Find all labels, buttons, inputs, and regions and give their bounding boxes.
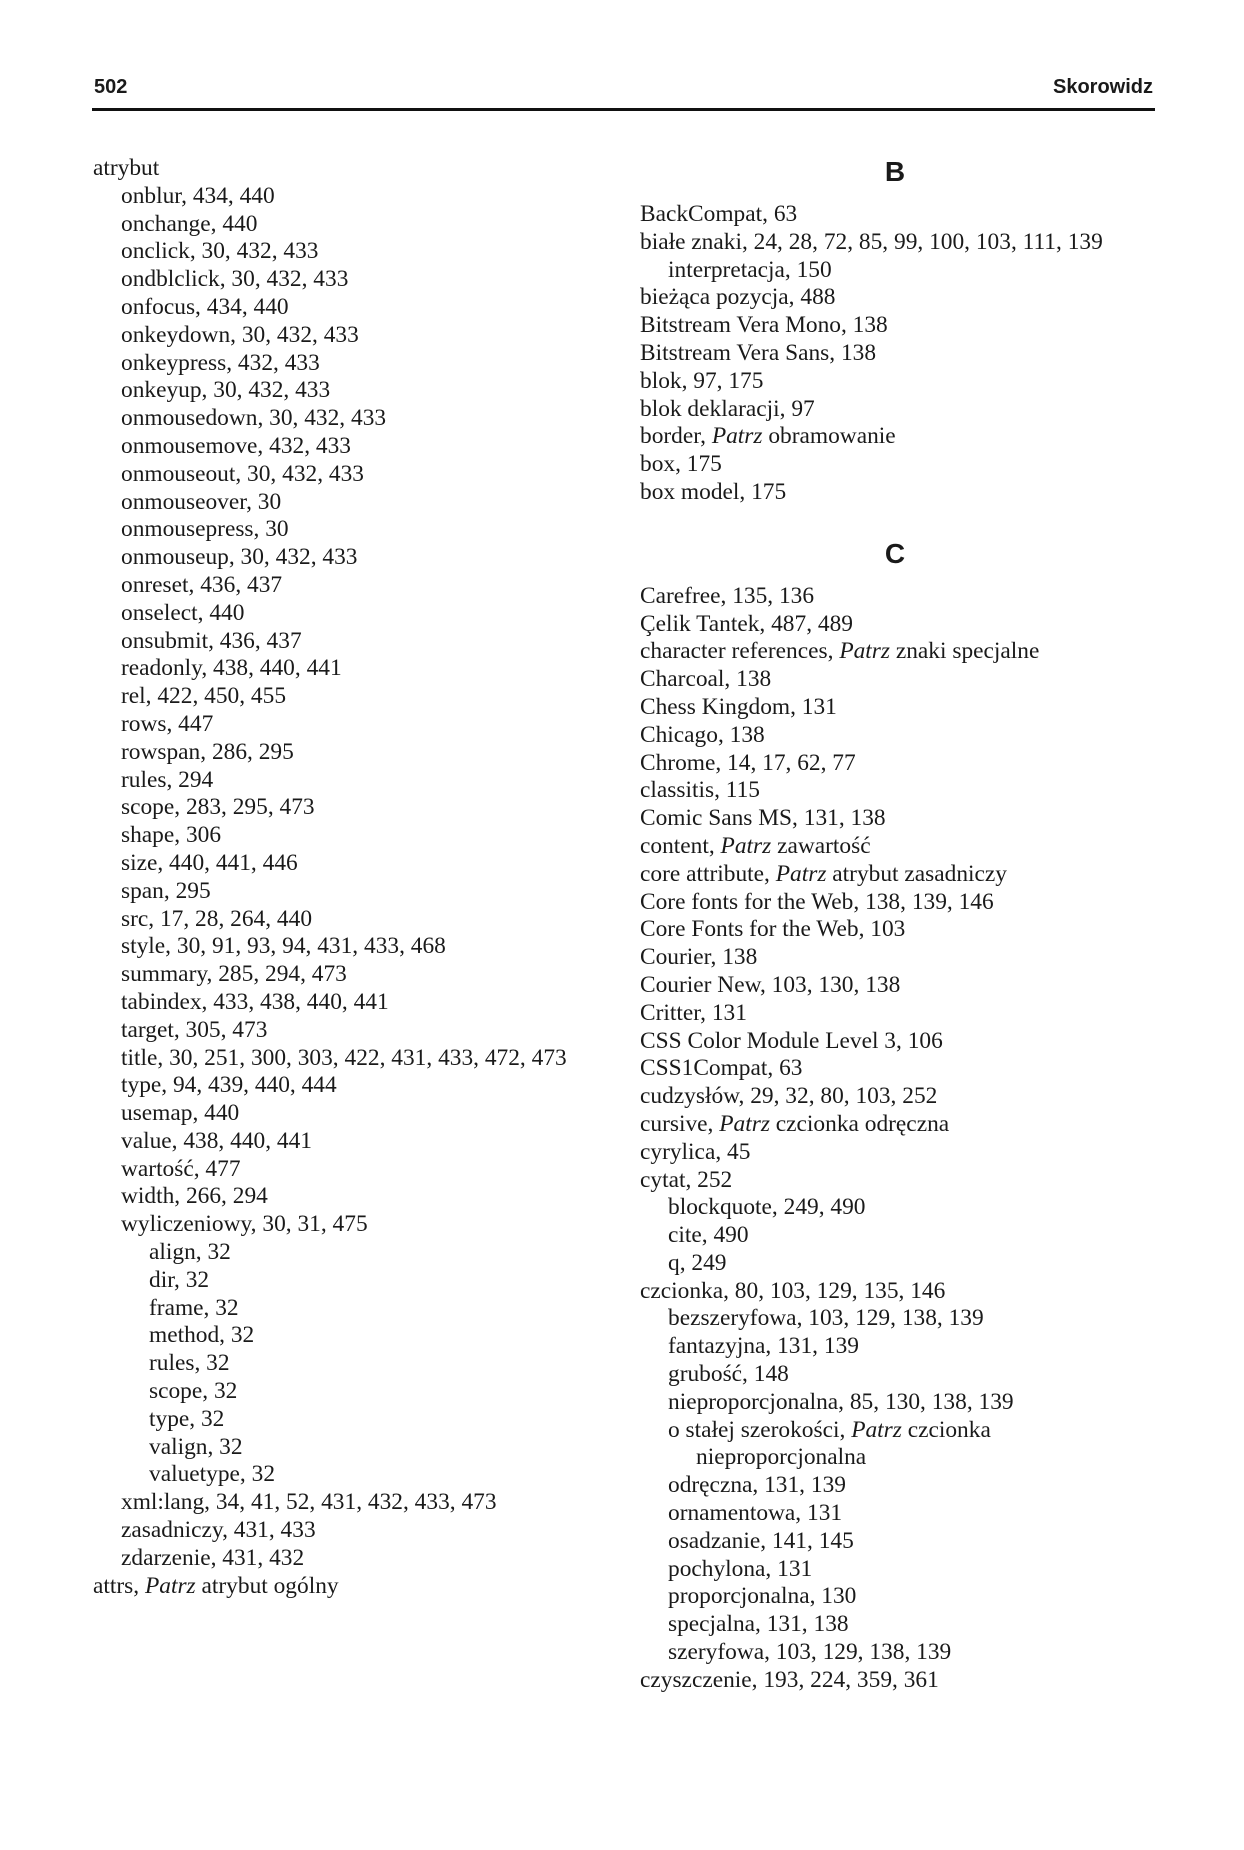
- index-subentry: zasadniczy, 431, 433: [121, 1517, 316, 1544]
- index-subentry: rows, 447: [121, 710, 214, 737]
- index-subentry: target, 305, 473: [121, 1016, 268, 1043]
- index-subentry: odręczna, 131, 139: [668, 1472, 846, 1499]
- index-subentry: wartość, 477: [121, 1155, 241, 1182]
- index-entry: CSS Color Module Level 3, 106: [640, 1027, 943, 1054]
- index-entry: [640, 1111, 1160, 1139]
- index-subentry: onreset, 436, 437: [121, 571, 283, 598]
- reference-target: czcionka: [901, 1416, 991, 1443]
- index-subentry: interpretacja, 150: [668, 256, 832, 283]
- entry-term: attrs,: [93, 1572, 145, 1599]
- index-subentry: ondblclick, 30, 432, 433: [121, 266, 349, 293]
- index-subentry: valuetype, 32: [149, 1461, 276, 1488]
- index-subentry: onfocus, 434, 440: [121, 293, 289, 320]
- index-subentry: onmousedown, 30, 432, 433: [121, 405, 387, 432]
- index-column-right: [640, 155, 1160, 1695]
- index-entry: Charcoal, 138: [640, 666, 772, 693]
- index-entry: atrybut: [93, 155, 160, 181]
- index-subentry: value, 438, 440, 441: [121, 1127, 312, 1154]
- index-subentry: onkeyup, 30, 432, 433: [121, 377, 331, 404]
- entry-term: o stałej szerokości,: [668, 1416, 852, 1443]
- reference-target: zawartość: [771, 832, 871, 859]
- index-entry: Carefree, 135, 136: [640, 582, 815, 609]
- index-entry: [640, 833, 1160, 861]
- index-subentry: wyliczeniowy, 30, 31, 475: [121, 1211, 368, 1238]
- running-header: [92, 74, 1155, 111]
- index-subentry: onchange, 440: [121, 210, 258, 237]
- index-subentry: rules, 294: [121, 766, 214, 793]
- index-entry: cyrylica, 45: [640, 1138, 751, 1165]
- index-subentry: style, 30, 91, 93, 94, 431, 433, 468: [121, 933, 446, 960]
- index-subentry: onmousepress, 30: [121, 516, 289, 543]
- index-subentry: onselect, 440: [121, 599, 245, 626]
- index-subentry: onmouseup, 30, 432, 433: [121, 544, 358, 571]
- index-subentry: rowspan, 286, 295: [121, 738, 294, 765]
- index-entry: Comic Sans MS, 131, 138: [640, 805, 886, 832]
- entry-term: cursive,: [640, 1110, 720, 1137]
- index-subentry: type, 32: [149, 1405, 225, 1432]
- index-entry: blok deklaracji, 97: [640, 395, 815, 422]
- index-subentry: specjalna, 131, 138: [668, 1611, 849, 1638]
- index-subentry: scope, 32: [149, 1378, 238, 1405]
- index-entry: box, 175: [640, 451, 722, 478]
- index-subentry: scope, 283, 295, 473: [121, 794, 315, 821]
- index-entry: Chicago, 138: [640, 721, 765, 748]
- index-subentry: size, 440, 441, 446: [121, 849, 298, 876]
- entry-term: content,: [640, 832, 721, 859]
- index-subentry: frame, 32: [149, 1294, 239, 1321]
- section-title: Skorowidz: [1052, 76, 1153, 98]
- page-number: 502: [94, 76, 128, 98]
- index-entry: classitis, 115: [640, 777, 760, 804]
- index-subentry: osadzanie, 141, 145: [668, 1527, 854, 1554]
- index-entry: Critter, 131: [640, 999, 747, 1026]
- index-subentry: valign, 32: [149, 1433, 243, 1460]
- reference-target: obramowanie: [762, 423, 896, 450]
- index-subentry: onmousemove, 432, 433: [121, 432, 351, 459]
- index-subentry: proporcjonalna, 130: [668, 1583, 857, 1610]
- section-letter: B: [884, 156, 906, 187]
- index-subentry: onmouseover, 30: [121, 488, 282, 515]
- index-subentry: szeryfowa, 103, 129, 138, 139: [668, 1639, 952, 1666]
- index-subentry: onkeydown, 30, 432, 433: [121, 321, 359, 348]
- index-subentry: title, 30, 251, 300, 303, 422, 431, 433, 472, 473: [121, 1044, 567, 1071]
- index-entry: Core fonts for the Web, 138, 139, 146: [640, 888, 994, 915]
- index-subentry: align, 32: [149, 1239, 231, 1266]
- see-reference: Patrz: [720, 832, 772, 859]
- index-subentry: tabindex, 433, 438, 440, 441: [121, 988, 389, 1015]
- index-subentry: onmouseout, 30, 432, 433: [121, 460, 364, 487]
- index-entry: Bitstream Vera Mono, 138: [640, 312, 888, 339]
- index-subentry: onkeypress, 432, 433: [121, 349, 320, 376]
- reference-target: czcionka odręczna: [769, 1110, 950, 1137]
- index-subentry: fantazyjna, 131, 139: [668, 1333, 859, 1360]
- index-entry: cytat, 252: [640, 1166, 733, 1193]
- index-subentry: type, 94, 439, 440, 444: [121, 1072, 337, 1099]
- index-subentry: [640, 1417, 1160, 1445]
- index-subentry: nieproporcjonalna, 85, 130, 138, 139: [668, 1388, 1014, 1415]
- index-subentry: usemap, 440: [121, 1100, 240, 1127]
- index-entry: BackCompat, 63: [640, 201, 798, 227]
- see-reference: Patrz: [144, 1572, 196, 1599]
- index-subentry: dir, 32: [149, 1266, 210, 1293]
- index-subentry: method, 32: [149, 1322, 255, 1349]
- index-subentry: cite, 490: [668, 1222, 749, 1249]
- index-subentry: rel, 422, 450, 455: [121, 683, 287, 710]
- index-subentry: pochylona, 131: [668, 1555, 813, 1582]
- reference-target: atrybut zasadniczy: [826, 860, 1007, 887]
- entry-term: character references,: [640, 638, 840, 665]
- index-subentry: width, 266, 294: [121, 1183, 268, 1210]
- index-entry: [93, 1573, 633, 1601]
- index-subentry: onblur, 434, 440: [121, 182, 275, 209]
- index-entry: blok, 97, 175: [640, 367, 764, 394]
- index-entry: Chess Kingdom, 131: [640, 693, 837, 720]
- index-entry: CSS1Compat, 63: [640, 1055, 803, 1082]
- index-entry: czyszczenie, 193, 224, 359, 361: [640, 1666, 939, 1693]
- see-reference: Patrz: [719, 1110, 770, 1137]
- index-subentry: span, 295: [121, 877, 211, 904]
- index-subentry: nieproporcjonalna: [696, 1444, 867, 1471]
- index-entry: Courier New, 103, 130, 138: [640, 971, 901, 998]
- index-entry: bieżąca pozycja, 488: [640, 284, 836, 311]
- index-subentry: grubość, 148: [668, 1361, 789, 1388]
- index-entry: [640, 861, 1160, 889]
- index-subentry: blockquote, 249, 490: [668, 1194, 866, 1221]
- index-entry: [640, 638, 1160, 666]
- index-subentry: readonly, 438, 440, 441: [121, 655, 342, 682]
- index-entry: Chrome, 14, 17, 62, 77: [640, 749, 856, 776]
- see-reference: Patrz: [711, 423, 763, 450]
- index-entry: czcionka, 80, 103, 129, 135, 146: [640, 1277, 946, 1304]
- see-reference: Patrz: [775, 860, 827, 887]
- index-entry: box model, 175: [640, 478, 787, 505]
- index-entry: cudzysłów, 29, 32, 80, 103, 252: [640, 1083, 938, 1110]
- reference-target: znaki specjalne: [890, 638, 1040, 665]
- index-subentry: onsubmit, 436, 437: [121, 627, 302, 654]
- index-subentry: summary, 285, 294, 473: [121, 961, 347, 988]
- index-entry: [640, 423, 1160, 451]
- index-subentry: shape, 306: [121, 822, 222, 849]
- index-subentry: q, 249: [668, 1249, 727, 1276]
- index-entry: Core Fonts for the Web, 103: [640, 916, 906, 943]
- entry-term: border,: [640, 423, 712, 450]
- index-subentry: ornamentowa, 131: [668, 1500, 843, 1527]
- entry-term: core attribute,: [640, 860, 776, 887]
- reference-target: atrybut ogólny: [195, 1572, 339, 1599]
- index-subentry: onclick, 30, 432, 433: [121, 238, 319, 265]
- index-subentry: bezszeryfowa, 103, 129, 138, 139: [668, 1305, 984, 1332]
- see-reference: Patrz: [851, 1416, 902, 1443]
- index-subentry: rules, 32: [149, 1350, 230, 1377]
- index-subentry: src, 17, 28, 264, 440: [121, 905, 313, 932]
- index-subentry: zdarzenie, 431, 432: [121, 1544, 305, 1571]
- index-entry: Bitstream Vera Sans, 138: [640, 339, 877, 366]
- index-entry: białe znaki, 24, 28, 72, 85, 99, 100, 103, 111, 139: [640, 228, 1103, 255]
- index-subentry: xml:lang, 34, 41, 52, 431, 432, 433, 473: [121, 1489, 497, 1516]
- section-letter: C: [884, 537, 906, 569]
- index-entry: Çelik Tantek, 487, 489: [640, 610, 853, 637]
- index-column-left: [93, 155, 633, 1600]
- index-entry: Courier, 138: [640, 944, 758, 971]
- see-reference: Patrz: [839, 638, 890, 665]
